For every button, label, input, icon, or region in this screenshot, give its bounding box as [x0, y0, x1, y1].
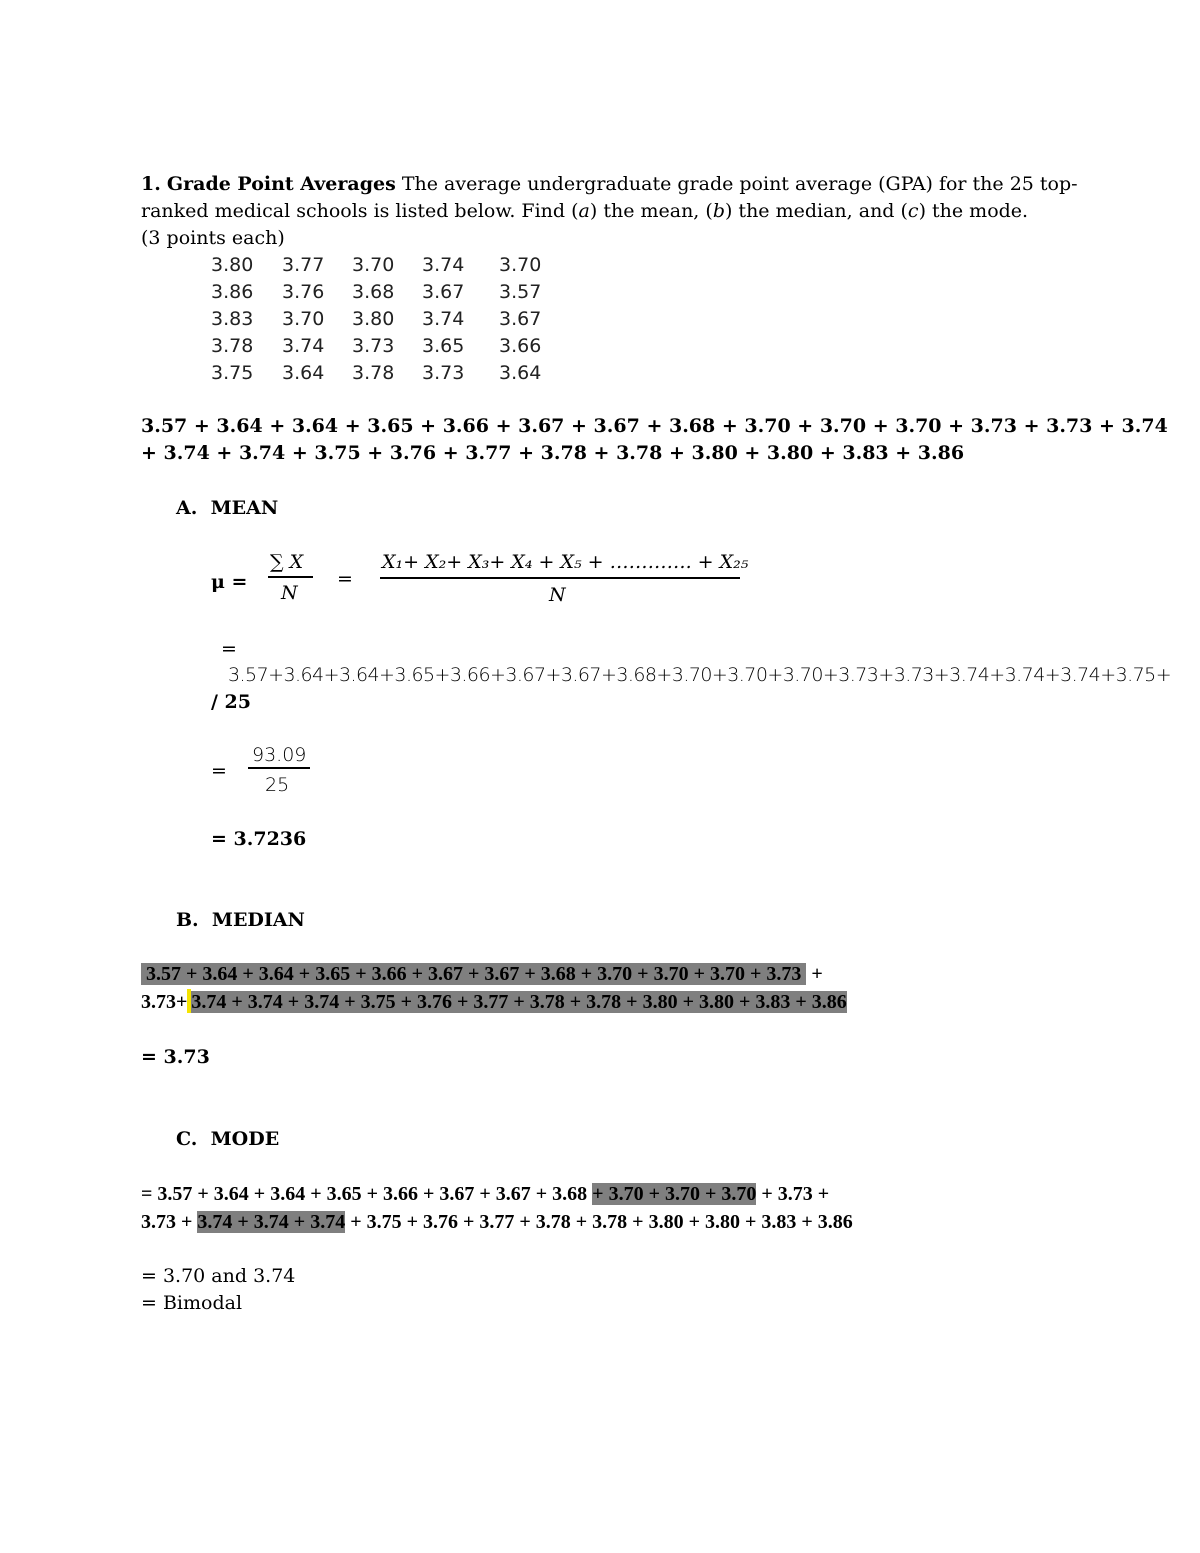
table-cell: 3.73 [352, 334, 395, 357]
table-cell: 3.74 [282, 334, 325, 357]
part-c-letter: c [907, 200, 919, 222]
problem-text-1: The average undergraduate grade point average (GPA) for the 25 top- [395, 173, 1078, 195]
step1-expression: 3.57+3.64+3.64+3.65+3.66+3.67+3.67+3.68+3.70+3.70+3.70+3.73+3.73+3.74+3.74+3.74+3.75+ [228, 664, 1172, 686]
table-row [211, 251, 549, 278]
points-note: (3 points each) [141, 227, 285, 249]
step2-equals: = [211, 760, 227, 782]
expanded-numerator: X₁+ X₂+ X₃+ X₄ + X₅ + …………. + X₂₅ [382, 551, 749, 573]
table-cell: 3.74 [422, 253, 465, 276]
sorted-list-line-1: 3.57 + 3.64 + 3.64 + 3.65 + 3.66 + 3.67 + 3.67 + 3.68 + 3.70 + 3.70 + 3.70 + 3.73 + 3.73 + 3.74 [141, 415, 1168, 437]
table-row [211, 332, 549, 359]
part-a-letter: a [578, 200, 590, 222]
mode-line-2-pre: 3.73 + [141, 1211, 198, 1233]
table-cell: 3.70 [499, 253, 542, 276]
table-cell: 3.68 [352, 280, 395, 303]
mode-line-2-post: + 3.75 + 3.76 + 3.77 + 3.78 + 3.78 + 3.80 + 3.80 + 3.83 + 3.86 [345, 1211, 853, 1233]
expanded-denominator: N [549, 584, 566, 606]
median-heading-letter: B. [176, 909, 199, 931]
table-cell: 3.67 [499, 307, 542, 330]
problem-line-1 [141, 171, 1078, 198]
problem-line-2 [141, 198, 1028, 225]
median-line-1-rest: + [811, 963, 823, 985]
table-cell: 3.80 [352, 307, 395, 330]
mode-line-2 [141, 1208, 853, 1236]
problem-text-2c: ) the median, and ( [724, 200, 908, 222]
problem-number: 1. [141, 173, 161, 195]
sum-numerator: ∑ X [270, 551, 304, 573]
table-cell: 3.74 [422, 307, 465, 330]
sum-fraction-line [268, 576, 313, 578]
table-row [211, 359, 549, 386]
median-highlight-upper: 3.74 + 3.74 + 3.74 + 3.75 + 3.76 + 3.77 + 3.78 + 3.78 + 3.80 + 3.80 + 3.83 + 3.86 [191, 991, 847, 1013]
table-cell: 3.80 [211, 253, 254, 276]
equals-sign: = [337, 568, 353, 590]
gpa-data-table [211, 251, 549, 386]
mode-line-1-post: + 3.73 + [756, 1183, 830, 1205]
step1-divisor: / 25 [211, 691, 251, 713]
expanded-fraction-line [380, 577, 740, 579]
table-cell: 3.78 [352, 361, 395, 384]
median-heading [176, 907, 305, 934]
table-cell: 3.75 [211, 361, 254, 384]
sorted-list-line-2: + 3.74 + 3.74 + 3.75 + 3.76 + 3.77 + 3.78 + 3.78 + 3.80 + 3.80 + 3.83 + 3.86 [141, 442, 965, 464]
table-cell: 3.77 [282, 253, 325, 276]
mode-heading [176, 1126, 279, 1153]
mu-label: μ = [211, 571, 248, 593]
median-line-2 [141, 988, 847, 1016]
median-line-1 [141, 960, 823, 988]
mean-heading [176, 495, 278, 522]
table-cell: 3.86 [211, 280, 254, 303]
table-cell: 3.57 [499, 280, 542, 303]
median-middle-value: 3.73+ [141, 991, 188, 1013]
step2-denominator: 25 [265, 774, 290, 796]
mode-highlight-370: + 3.70 + 3.70 + 3.70 [592, 1183, 757, 1205]
median-highlight-lower: 3.57 + 3.64 + 3.64 + 3.65 + 3.66 + 3.67 + 3.67 + 3.68 + 3.70 + 3.70 + 3.70 + 3.73 [141, 963, 807, 985]
median-heading-text: MEDIAN [211, 909, 305, 931]
table-cell: 3.73 [422, 361, 465, 384]
table-cell: 3.70 [282, 307, 325, 330]
mean-heading-letter: A. [176, 497, 198, 519]
mode-heading-letter: C. [176, 1128, 198, 1150]
table-cell: 3.83 [211, 307, 254, 330]
table-cell: 3.78 [211, 334, 254, 357]
table-cell: 3.64 [499, 361, 542, 384]
table-cell: 3.70 [352, 253, 395, 276]
mode-result-label: = Bimodal [141, 1292, 243, 1314]
mean-heading-text: MEAN [210, 497, 279, 519]
table-row [211, 305, 549, 332]
problem-title: Grade Point Averages [166, 173, 396, 195]
mode-line-1 [141, 1180, 829, 1208]
mean-result: = 3.7236 [211, 828, 307, 850]
sum-denominator: N [281, 582, 298, 604]
table-cell: 3.76 [282, 280, 325, 303]
table-cell: 3.64 [282, 361, 325, 384]
mode-line-1-pre: = 3.57 + 3.64 + 3.64 + 3.65 + 3.66 + 3.67 + 3.67 + 3.68 [141, 1183, 593, 1205]
table-cell: 3.65 [422, 334, 465, 357]
mode-result-values: = 3.70 and 3.74 [141, 1265, 296, 1287]
mode-heading-text: MODE [210, 1128, 280, 1150]
part-b-letter: b [712, 200, 725, 222]
problem-text-2a: ranked medical schools is listed below. Find ( [141, 200, 579, 222]
table-cell: 3.67 [422, 280, 465, 303]
problem-text-2d: ) the mode. [918, 200, 1029, 222]
median-result: = 3.73 [141, 1046, 210, 1068]
table-row [211, 278, 549, 305]
step2-numerator: 93.09 [252, 744, 307, 766]
table-cell: 3.66 [499, 334, 542, 357]
step1-equals: = [221, 638, 237, 660]
problem-text-2b: ) the mean, ( [589, 200, 713, 222]
step2-fraction-line [248, 767, 310, 769]
mode-highlight-374: 3.74 + 3.74 + 3.74 [197, 1211, 346, 1233]
